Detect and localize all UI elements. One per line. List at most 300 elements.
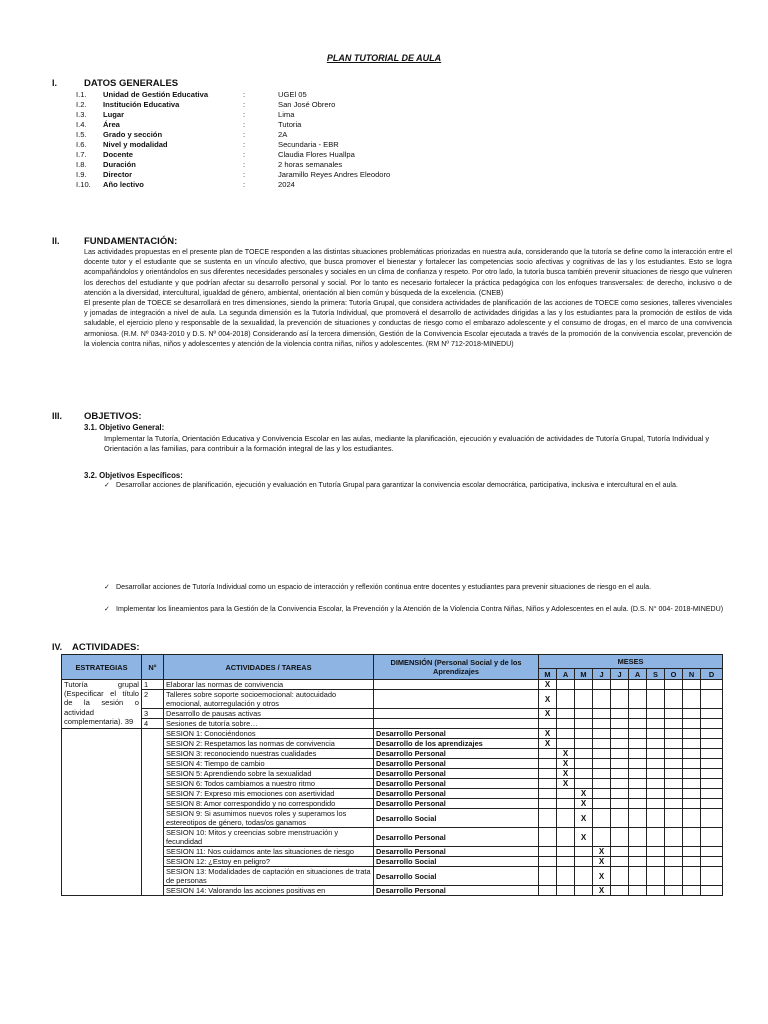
month-header: A bbox=[557, 669, 575, 680]
month-cell bbox=[665, 789, 683, 799]
table-row bbox=[62, 680, 723, 690]
month-cell bbox=[629, 789, 647, 799]
month-mark: X bbox=[593, 886, 611, 896]
month-header: J bbox=[593, 669, 611, 680]
datos-row bbox=[76, 90, 390, 100]
datos-row bbox=[76, 120, 390, 130]
section-3-number: III. bbox=[52, 411, 63, 421]
activity-cell: SESION 14: Valorando las acciones positivas en bbox=[164, 886, 374, 896]
datos-row bbox=[76, 170, 390, 180]
datos-num: I.2. bbox=[76, 100, 87, 109]
section-2-number: II. bbox=[52, 236, 60, 246]
month-cell bbox=[557, 886, 575, 896]
month-cell bbox=[665, 828, 683, 847]
dimension-cell: Desarrollo Personal bbox=[374, 828, 539, 847]
objetivos-especificos-title: 3.2. Objetivos Específicos: bbox=[84, 471, 183, 480]
month-cell bbox=[575, 847, 593, 857]
month-cell bbox=[593, 709, 611, 719]
datos-row bbox=[76, 100, 390, 110]
datos-num: I.6. bbox=[76, 140, 87, 149]
month-cell bbox=[629, 828, 647, 847]
month-cell bbox=[665, 680, 683, 690]
month-cell bbox=[611, 719, 629, 729]
month-cell bbox=[611, 759, 629, 769]
month-cell bbox=[593, 799, 611, 809]
row-number: 3 bbox=[142, 709, 164, 719]
dimension-cell: Desarrollo Personal bbox=[374, 749, 539, 759]
datos-row bbox=[76, 150, 390, 160]
month-cell bbox=[557, 867, 575, 886]
objetivo-especifico-text: Desarrollar acciones de Tutoría Individual como un espacio de interacción y reflexión continua entre docentes y estudiantes para prevenir situaciones de riesgo en el aula. bbox=[116, 583, 652, 591]
datos-num: I.4. bbox=[76, 120, 87, 129]
activity-cell: SESION 7: Expreso mis emociones con asertividad bbox=[164, 789, 374, 799]
datos-colon: : bbox=[243, 120, 246, 129]
month-cell bbox=[665, 867, 683, 886]
month-cell bbox=[683, 847, 701, 857]
page-title: PLAN TUTORIAL DE AULA bbox=[326, 53, 442, 63]
datos-colon: : bbox=[243, 130, 246, 139]
objetivo-general-title: 3.1. Objetivo General: bbox=[84, 423, 165, 432]
datos-colon: : bbox=[243, 180, 246, 189]
month-cell bbox=[575, 769, 593, 779]
month-cell bbox=[539, 749, 557, 759]
month-cell bbox=[629, 729, 647, 739]
objetivo-general-text: Implementar la Tutoría, Orientación Educativa y Convivencia Escolar en las aulas, mediante la planificación, ejecución y evaluación de actividades de Tutoría Grupal, Tutoría Individual y Orientación a las familias, para contribuir a la formación integral de las y los estudiantes. bbox=[104, 434, 710, 453]
activity-cell: Elaborar las normas de convivencia bbox=[164, 680, 374, 690]
month-cell bbox=[539, 886, 557, 896]
month-cell bbox=[539, 719, 557, 729]
month-cell bbox=[665, 709, 683, 719]
month-cell bbox=[701, 886, 723, 896]
datos-label: Unidad de Gestión Educativa bbox=[103, 90, 209, 99]
month-cell bbox=[629, 886, 647, 896]
month-cell bbox=[629, 799, 647, 809]
month-cell bbox=[593, 828, 611, 847]
datos-colon: : bbox=[243, 90, 246, 99]
month-cell bbox=[665, 809, 683, 828]
datos-row bbox=[76, 160, 390, 170]
section-2-title: FUNDAMENTACIÓN: bbox=[84, 236, 178, 247]
datos-colon: : bbox=[243, 160, 246, 169]
month-cell bbox=[683, 759, 701, 769]
month-cell bbox=[593, 739, 611, 749]
month-cell bbox=[575, 749, 593, 759]
datos-num: I.9. bbox=[76, 170, 87, 179]
month-cell bbox=[647, 857, 665, 867]
month-cell bbox=[647, 719, 665, 729]
month-cell bbox=[629, 779, 647, 789]
month-cell bbox=[557, 690, 575, 709]
fundamentacion-paragraph-1: Las actividades propuestas en el presente plan de TOECE responden a las distintas situaciones problemáticas priorizadas en nuestra aula, considerando que la tutoría se define como la interacción entre el docente tutor y el estudiante que se sustenta en un vínculo afectivo, que busca promover el bienestar y fortalecer las competencias socio afectivas y cognitivas de las y los estudiantes. Esto se logra acompañándolos y orientándolos en sus diferentes necesidades personales y sociales en un clima de confianza y respeto. Por otro lado, la tutoría busca también prevenir situaciones de riesgo que vulneren los derechos del estudiante y que podrían afectar su desarrollo personal y social. Por lo tanto es necesario fortalecer la práctica pedagógica con los enfoques transversales: de derecho, inclusivo o de atención a la diversidad, intercultural, igualdad de género, ambiental, orientación al bien común y búsqueda de la excelencia. (CNEB) bbox=[84, 248, 732, 297]
month-cell bbox=[557, 799, 575, 809]
datos-label: Duración bbox=[103, 160, 136, 169]
month-cell bbox=[611, 779, 629, 789]
month-cell bbox=[665, 759, 683, 769]
month-cell bbox=[539, 867, 557, 886]
activity-cell: SESION 6: Todos cambiamos a nuestro ritmo bbox=[164, 779, 374, 789]
activity-cell: SESION 1: Conociéndonos bbox=[164, 729, 374, 739]
month-mark: X bbox=[539, 709, 557, 719]
datos-num: I.1. bbox=[76, 90, 87, 99]
datos-colon: : bbox=[243, 140, 246, 149]
dimension-cell bbox=[374, 719, 539, 729]
dimension-cell: Desarrollo Social bbox=[374, 809, 539, 828]
month-cell bbox=[611, 867, 629, 886]
month-cell bbox=[611, 828, 629, 847]
month-cell bbox=[611, 749, 629, 759]
month-cell bbox=[683, 828, 701, 847]
month-cell bbox=[629, 709, 647, 719]
month-cell bbox=[683, 680, 701, 690]
month-cell bbox=[647, 828, 665, 847]
dimension-cell: Desarrollo Social bbox=[374, 857, 539, 867]
month-cell bbox=[629, 680, 647, 690]
fundamentacion-text bbox=[84, 247, 732, 349]
month-mark: X bbox=[539, 680, 557, 690]
month-cell bbox=[665, 690, 683, 709]
dimension-cell: Desarrollo Personal bbox=[374, 789, 539, 799]
month-cell bbox=[575, 857, 593, 867]
month-cell bbox=[665, 739, 683, 749]
month-cell bbox=[629, 739, 647, 749]
month-cell bbox=[647, 809, 665, 828]
datos-label: Área bbox=[103, 120, 120, 129]
month-mark: X bbox=[575, 789, 593, 799]
month-cell bbox=[647, 799, 665, 809]
month-cell bbox=[647, 769, 665, 779]
dimension-cell: Desarrollo de los aprendizajes bbox=[374, 739, 539, 749]
month-cell bbox=[629, 867, 647, 886]
dimension-cell bbox=[374, 690, 539, 709]
month-cell bbox=[647, 709, 665, 719]
objetivo-especifico-2 bbox=[104, 583, 734, 593]
month-cell bbox=[683, 857, 701, 867]
objetivo-especifico-3 bbox=[104, 605, 734, 615]
datos-num: I.5. bbox=[76, 130, 87, 139]
objetivo-especifico-text: Desarrollar acciones de planificación, ejecución y evaluación en Tutoría Grupal para garantizar la convivencia escolar democrática, participativa, inclusiva e intercultural en el aula. bbox=[116, 481, 678, 489]
dimension-cell: Desarrollo Personal bbox=[374, 886, 539, 896]
activity-cell: Sesiones de tutoría sobre… bbox=[164, 719, 374, 729]
datos-value: 2 horas semanales bbox=[278, 160, 343, 169]
datos-label: Año lectivo bbox=[103, 180, 144, 189]
datos-row bbox=[76, 130, 390, 140]
month-cell bbox=[701, 680, 723, 690]
activity-cell: SESION 3: reconociendo nuestras cualidades bbox=[164, 749, 374, 759]
month-cell bbox=[647, 789, 665, 799]
dimension-cell: Desarrollo Personal bbox=[374, 799, 539, 809]
month-cell bbox=[629, 857, 647, 867]
month-cell bbox=[683, 729, 701, 739]
objetivo-especifico-1 bbox=[104, 481, 734, 491]
month-header: A bbox=[629, 669, 647, 680]
activity-cell: SESION 8: Amor correspondido y no correspondido bbox=[164, 799, 374, 809]
month-cell bbox=[701, 847, 723, 857]
month-cell bbox=[683, 769, 701, 779]
month-header: J bbox=[611, 669, 629, 680]
dimension-cell: Desarrollo Personal bbox=[374, 759, 539, 769]
month-mark: X bbox=[557, 769, 575, 779]
datos-colon: : bbox=[243, 110, 246, 119]
month-cell bbox=[683, 779, 701, 789]
month-cell bbox=[539, 809, 557, 828]
month-cell bbox=[683, 799, 701, 809]
month-cell bbox=[575, 886, 593, 896]
month-cell bbox=[539, 799, 557, 809]
month-cell bbox=[683, 709, 701, 719]
month-cell bbox=[611, 799, 629, 809]
row-number-empty bbox=[142, 729, 164, 896]
month-cell bbox=[575, 709, 593, 719]
month-cell bbox=[593, 719, 611, 729]
month-mark: X bbox=[593, 857, 611, 867]
strategy-cell: Tutoría grupal (Especificar el título de la sesión o actividad complementaria). 39 bbox=[62, 680, 142, 729]
row-number: 4 bbox=[142, 719, 164, 729]
datos-value: Tutoria bbox=[278, 120, 302, 129]
datos-num: I.8. bbox=[76, 160, 87, 169]
month-cell bbox=[701, 709, 723, 719]
month-cell bbox=[701, 739, 723, 749]
month-mark: X bbox=[557, 749, 575, 759]
month-cell bbox=[557, 809, 575, 828]
month-cell bbox=[575, 690, 593, 709]
month-cell bbox=[593, 749, 611, 759]
month-cell bbox=[593, 759, 611, 769]
month-cell bbox=[557, 709, 575, 719]
month-cell bbox=[593, 779, 611, 789]
table-row bbox=[62, 690, 723, 709]
month-cell bbox=[611, 739, 629, 749]
section-4-title: ACTIVIDADES: bbox=[72, 642, 140, 653]
month-cell bbox=[539, 759, 557, 769]
month-cell bbox=[593, 789, 611, 799]
month-mark: X bbox=[575, 799, 593, 809]
month-cell bbox=[611, 729, 629, 739]
month-cell bbox=[611, 809, 629, 828]
month-cell bbox=[611, 847, 629, 857]
header-numero: N° bbox=[142, 655, 164, 680]
activity-cell: SESION 13: Modalidades de captación en situaciones de trata de personas bbox=[164, 867, 374, 886]
month-cell bbox=[629, 749, 647, 759]
month-cell bbox=[629, 690, 647, 709]
month-cell bbox=[701, 857, 723, 867]
dimension-cell: Desarrollo Personal bbox=[374, 779, 539, 789]
month-cell bbox=[647, 847, 665, 857]
datos-label: Institución Educativa bbox=[103, 100, 180, 109]
month-header: D bbox=[701, 669, 723, 680]
month-mark: X bbox=[575, 828, 593, 847]
month-header: O bbox=[665, 669, 683, 680]
dimension-cell: Desarrollo Personal bbox=[374, 729, 539, 739]
month-cell bbox=[629, 809, 647, 828]
month-cell bbox=[683, 749, 701, 759]
month-mark: X bbox=[557, 779, 575, 789]
month-cell bbox=[539, 828, 557, 847]
month-cell bbox=[665, 799, 683, 809]
month-cell bbox=[575, 729, 593, 739]
datos-value: UGEl 05 bbox=[278, 90, 307, 99]
check-icon: ✓ bbox=[104, 583, 110, 591]
month-mark: X bbox=[575, 809, 593, 828]
month-cell bbox=[593, 729, 611, 739]
activity-cell: SESION 4: Tiempo de cambio bbox=[164, 759, 374, 769]
month-cell bbox=[575, 680, 593, 690]
month-mark: X bbox=[593, 867, 611, 886]
section-1-title: DATOS GENERALES bbox=[84, 78, 179, 89]
actividades-table bbox=[61, 654, 723, 896]
month-cell bbox=[611, 690, 629, 709]
month-cell bbox=[539, 769, 557, 779]
month-cell bbox=[701, 749, 723, 759]
month-cell bbox=[665, 779, 683, 789]
month-cell bbox=[665, 769, 683, 779]
month-cell bbox=[701, 867, 723, 886]
activity-cell: SESION 5: Aprendiendo sobre la sexualidad bbox=[164, 769, 374, 779]
dimension-cell: Desarrollo Personal bbox=[374, 769, 539, 779]
month-cell bbox=[611, 709, 629, 719]
datos-row bbox=[76, 180, 390, 190]
table-row bbox=[62, 719, 723, 729]
month-cell bbox=[647, 739, 665, 749]
month-cell bbox=[647, 690, 665, 709]
datos-row bbox=[76, 140, 390, 150]
month-cell bbox=[701, 789, 723, 799]
month-header: M bbox=[539, 669, 557, 680]
month-cell bbox=[647, 867, 665, 886]
datos-value: Lima bbox=[278, 110, 295, 119]
datos-value: 2A bbox=[278, 130, 288, 139]
datos-value: Secundaria - EBR bbox=[278, 140, 339, 149]
objetivo-especifico-text: Implementar los lineamientos para la Gestión de la Convivencia Escolar, la Prevención y la Atención de la Violencia Contra Niñas, Niños y Adolescentes en el aula. (D.S. N° 004- 2018-MINEDU) bbox=[116, 605, 724, 613]
activity-cell: SESION 11: Nos cuidamos ante las situaciones de riesgo bbox=[164, 847, 374, 857]
datos-label: Nivel y modalidad bbox=[103, 140, 168, 149]
month-cell bbox=[557, 739, 575, 749]
month-cell bbox=[611, 769, 629, 779]
month-cell bbox=[683, 719, 701, 729]
month-cell bbox=[575, 779, 593, 789]
month-cell bbox=[539, 789, 557, 799]
month-cell bbox=[611, 680, 629, 690]
month-cell bbox=[575, 739, 593, 749]
header-actividades: ACTIVIDADES / TAREAS bbox=[164, 655, 374, 680]
dimension-cell: Desarrollo Personal bbox=[374, 847, 539, 857]
month-cell bbox=[647, 779, 665, 789]
month-cell bbox=[539, 857, 557, 867]
month-cell bbox=[593, 769, 611, 779]
header-meses: MESES bbox=[539, 655, 723, 669]
datos-value: San José Obrero bbox=[278, 100, 336, 109]
month-mark: X bbox=[539, 729, 557, 739]
datos-value: 2024 bbox=[278, 180, 295, 189]
month-mark: X bbox=[557, 759, 575, 769]
month-cell bbox=[701, 828, 723, 847]
datos-value: Jaramillo Reyes Andres Eleodoro bbox=[278, 170, 391, 179]
month-cell bbox=[701, 809, 723, 828]
section-1-number: I. bbox=[52, 78, 58, 88]
header-dimension: DIMENSIÓN (Personal Social y de los Aprendizajes bbox=[374, 655, 539, 680]
datos-num: I.10. bbox=[76, 180, 91, 189]
check-icon: ✓ bbox=[104, 605, 110, 613]
datos-num: I.7. bbox=[76, 150, 87, 159]
activity-cell: SESION 10: Mitos y creencias sobre menstruación y fecundidad bbox=[164, 828, 374, 847]
dimension-cell bbox=[374, 680, 539, 690]
dimension-cell bbox=[374, 709, 539, 719]
datos-label: Lugar bbox=[103, 110, 125, 119]
datos-label: Docente bbox=[103, 150, 133, 159]
datos-value: Claudia Flores Huallpa bbox=[278, 150, 355, 159]
month-cell bbox=[593, 690, 611, 709]
month-cell bbox=[557, 719, 575, 729]
month-mark: X bbox=[539, 690, 557, 709]
month-cell bbox=[593, 809, 611, 828]
fundamentacion-paragraph-2: El presente plan de TOECE se desarrollará en tres dimensiones, siendo la primera: Tutoría Grupal, que considera actividades de planificación de las acciones de TOECE como sesiones, talleres vivenciales y jornadas de integración a nivel de aula. La segunda dimensión es la Tutoría Individual, que promoverá el desarrollo de actividades dirigidas a las y los estudiantes para la promoción de estilos de vida saludable, el ejercicio pleno y responsable de la sexualidad, la prevención de situaciones y conductas de riesgo como el embarazo adolescente y el consumo de drogas, en el marco de una convivencia armoniosa. (R.M. Nº 0343-2010 y D.S. Nº 004-2018) Considerando así la tercera dimensión, Gestión de la Convivencia Escolar ejecutada a través de la promoción de la convivencia escolar, prevención de la violencia contra niñas, niños y adolescentes y atención de la violencia contra niñas, niños y adolescentes. (RM Nº 712-2018-MINEDU) bbox=[84, 299, 732, 348]
month-cell bbox=[575, 867, 593, 886]
month-cell bbox=[647, 680, 665, 690]
month-cell bbox=[557, 680, 575, 690]
month-cell bbox=[575, 719, 593, 729]
month-cell bbox=[701, 729, 723, 739]
month-cell bbox=[647, 759, 665, 769]
month-cell bbox=[683, 867, 701, 886]
datos-colon: : bbox=[243, 170, 246, 179]
month-cell bbox=[683, 886, 701, 896]
datos-label: Director bbox=[103, 170, 133, 179]
month-cell bbox=[701, 799, 723, 809]
month-cell bbox=[629, 769, 647, 779]
month-cell bbox=[665, 749, 683, 759]
datos-colon: : bbox=[243, 150, 246, 159]
month-cell bbox=[557, 847, 575, 857]
month-cell bbox=[683, 789, 701, 799]
datos-colon: : bbox=[243, 100, 246, 109]
datos-generales-table bbox=[76, 90, 390, 190]
table-row bbox=[62, 709, 723, 719]
activity-cell: Desarrollo de pausas activas bbox=[164, 709, 374, 719]
section-4-number: IV. bbox=[52, 642, 63, 652]
month-cell bbox=[647, 729, 665, 739]
month-cell bbox=[683, 739, 701, 749]
month-cell bbox=[647, 749, 665, 759]
month-cell bbox=[665, 847, 683, 857]
month-cell bbox=[539, 779, 557, 789]
month-cell bbox=[557, 789, 575, 799]
activity-cell: SESION 9: Si asumimos nuevos roles y superamos los estereotipos de género, todas/os ganamos bbox=[164, 809, 374, 828]
month-cell bbox=[629, 719, 647, 729]
month-cell bbox=[611, 886, 629, 896]
check-icon: ✓ bbox=[104, 481, 110, 489]
month-cell bbox=[557, 729, 575, 739]
dimension-cell: Desarrollo Social bbox=[374, 867, 539, 886]
month-cell bbox=[665, 719, 683, 729]
month-cell bbox=[701, 719, 723, 729]
activity-cell: Talleres sobre soporte socioemocional: autocuidado emocional, autorregulación y otros bbox=[164, 690, 374, 709]
datos-row bbox=[76, 110, 390, 120]
month-mark: X bbox=[539, 739, 557, 749]
activity-cell: SESION 12: ¿Estoy en peligro? bbox=[164, 857, 374, 867]
month-mark: X bbox=[593, 847, 611, 857]
month-cell bbox=[557, 828, 575, 847]
datos-label: Grado y sección bbox=[103, 130, 163, 139]
row-number: 1 bbox=[142, 680, 164, 690]
strategy-cell-continued bbox=[62, 729, 142, 896]
month-cell bbox=[701, 690, 723, 709]
month-cell bbox=[683, 809, 701, 828]
month-cell bbox=[665, 729, 683, 739]
month-cell bbox=[629, 759, 647, 769]
month-cell bbox=[701, 759, 723, 769]
datos-num: I.3. bbox=[76, 110, 87, 119]
section-3-title: OBJETIVOS: bbox=[84, 411, 142, 422]
month-cell bbox=[701, 769, 723, 779]
